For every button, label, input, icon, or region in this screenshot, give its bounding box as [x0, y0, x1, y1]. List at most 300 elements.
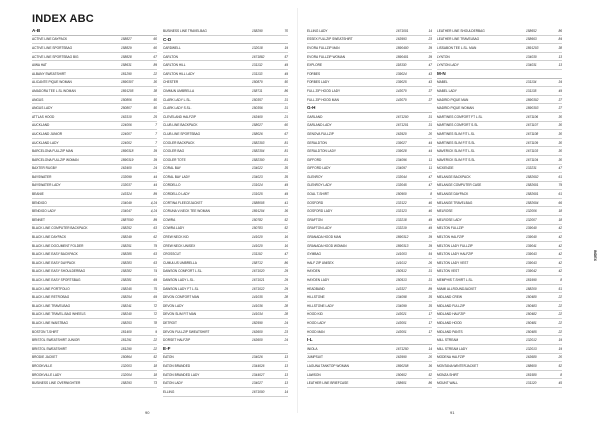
index-entry-page: 42 [558, 269, 562, 274]
index-entry-name: HOOD LADY [307, 320, 326, 325]
index-entry-code: 124002 [121, 140, 132, 145]
index-entry-page: 22 [153, 338, 157, 343]
index-entry-page: 17 [428, 320, 432, 325]
index-entry-code: 158241 [121, 303, 132, 308]
index-entry-code: 1890400 [396, 45, 409, 50]
index-entry-name: CLEVELAND HALFZIP [163, 114, 196, 119]
index-entry-code: 134099 [396, 303, 407, 308]
index-entry-page: 84 [558, 37, 562, 42]
index-entry-name: DEVON COMFORT MAN [163, 295, 200, 300]
page-number-left: 90 [145, 410, 150, 415]
index-entry [437, 156, 562, 165]
index-entry-name: BLACK LINE RETROBAG [32, 295, 70, 300]
index-entry [32, 379, 157, 388]
index-entry [32, 44, 157, 53]
index-entry [307, 70, 432, 79]
index-entry-code: 1890313 [396, 243, 409, 248]
index-entry-name: DEVON SLIM FIT MAN [163, 312, 197, 317]
index-entry-code: 1890307 [121, 80, 134, 85]
index-entry-name: GOSFORD [307, 200, 324, 205]
index-entry [307, 371, 432, 380]
index-entry-code: 250807 [121, 106, 132, 111]
index-entry-page: 21 [284, 114, 288, 119]
index-entry-code: 133219 [396, 226, 407, 231]
index-entry-page: 89 [428, 286, 432, 291]
index-entry-page: 63 [153, 260, 157, 265]
index-entry-name: MELTON VEST [437, 269, 460, 274]
index-entry-page: 18 [153, 372, 157, 377]
index-entry [32, 70, 157, 79]
index-entry-page: 13 [284, 363, 288, 368]
index-entry-code: 1671104 [526, 157, 539, 162]
index-entry-name: GYMBAG [307, 252, 321, 257]
index-entry-name: MONTANA WINTERJACKET [437, 363, 479, 368]
index-entry-page: 34 [558, 80, 562, 85]
index-entry-page: 89 [153, 217, 157, 222]
index-entry-name: CORTINA FLEECEJACKET [163, 200, 203, 205]
index-entry-code: 181291 [121, 338, 132, 343]
index-entry-code: 133122 [396, 200, 407, 205]
index-entry [437, 371, 562, 380]
index-entry-code: 139028 [396, 149, 407, 154]
index-entry-name: LEATHER LINE BRIEFCASE [307, 381, 349, 386]
index-entry-code: 139024 [396, 71, 407, 76]
index-entry-name: MOUNT WALL [437, 381, 459, 386]
index-entry-code: 143001 [396, 329, 407, 334]
index-entry-page: 39 [153, 149, 157, 154]
index-entry [163, 113, 288, 122]
index-entry-page: 50 [153, 97, 157, 102]
index-entry-name: MADRID PIQUE MAN [437, 97, 469, 102]
index-section-header: I-L [307, 336, 432, 345]
index-entry-page: 24 [284, 338, 288, 343]
index-column-4 [437, 27, 562, 388]
index-entry-code: 134030 [526, 54, 537, 59]
index-entry-name: EATON BRANDED [163, 363, 191, 368]
index-entry-name: HEADBAND [307, 286, 325, 291]
index-entry-code: 158712 [252, 260, 263, 265]
index-entry-page: 79 [153, 243, 157, 248]
index-entry-code: 1582601 [526, 192, 539, 197]
index-entry [437, 233, 562, 242]
index-entry-code: 181990 [526, 278, 537, 283]
index-entry-code: 1671109 [526, 140, 539, 145]
index-entry-code: 1582601 [526, 183, 539, 188]
index-entry-page: 69 [153, 278, 157, 283]
index-entry-page: 50 [284, 80, 288, 85]
index-entry-name: MELTON LADY VEST [437, 260, 469, 265]
index-entry-page: 42 [558, 252, 562, 257]
index-entry-name: HALF ZIP UNISEX [307, 260, 334, 265]
index-entry-code: 1890208 [396, 363, 409, 368]
index-entry-name: FULL ZIP HOOD LADY [307, 88, 341, 93]
index-entry-page: 47 [428, 174, 432, 179]
index-entry-page: 8 [430, 192, 432, 197]
index-entry-name: BAYSWATER LADY [32, 183, 61, 188]
index-entry-page: 44 [428, 140, 432, 145]
index-entry-page: 35 [428, 295, 432, 300]
index-column-3 [307, 27, 432, 388]
index-entry-name: BLACK LINE TRAVEL-BAG WHEELS [32, 312, 86, 317]
index-section-header: G-H [307, 104, 432, 113]
index-entry-name: MELANGE COMPUTER CASE [437, 183, 482, 188]
index-entry-name: DEVON LADY [163, 303, 184, 308]
index-entry-code: 158652 [526, 28, 537, 33]
index-entry-code: 143001 [396, 320, 407, 325]
index-entry-page: 22 [153, 346, 157, 351]
index-entry-page: 49 [428, 226, 432, 231]
index-entry [163, 190, 288, 199]
index-entry [307, 362, 432, 371]
index-entry-code: 1671201 [396, 123, 409, 128]
index-entry-name: CLARK LADY S.SL. [163, 106, 192, 111]
index-entry-page: 29 [284, 286, 288, 291]
index-entry [32, 139, 157, 148]
index-entry-code: 1582303 [252, 140, 265, 145]
index-entry-name: BROOKVILLE LADY [32, 372, 62, 377]
index-entry-name: BLACK LINE DAYPACK [32, 235, 67, 240]
index-entry-name: BLACK LINE WAISTBAG [32, 320, 69, 325]
index-entry [307, 113, 432, 122]
index-entry-name: FORBES LADY [307, 80, 330, 85]
index-entry-code: 143327 [396, 286, 407, 291]
index-entry-code: 1890303 [526, 106, 539, 111]
index-entry-code: 131134 [526, 80, 537, 85]
index-entry-code: 133099 [121, 174, 132, 179]
index-entry-code: 158253 [121, 320, 132, 325]
index-entry [163, 199, 288, 208]
index-entry-page: 14 [284, 389, 288, 394]
index-entry-code: 158827 [121, 37, 132, 42]
index-entry-name: CORDELLO [163, 183, 181, 188]
index-entry-page: 28 [284, 312, 288, 317]
index-entry-code: 139041 [526, 243, 537, 248]
index-entry-page: 19 [558, 346, 562, 351]
index-entry [163, 147, 288, 156]
index-entry [307, 345, 432, 354]
index-column-2 [163, 27, 288, 397]
index-entry-name: BUSINESS LINE OVERNIGHTER [32, 381, 81, 386]
index-entry [163, 250, 288, 259]
index-entry [437, 259, 562, 268]
index-entry-code: 1890401 [396, 54, 409, 59]
index-entry-page: 57 [284, 54, 288, 59]
index-entry-page: 52 [428, 372, 432, 377]
index-entry-name: HILLSTONE [307, 295, 325, 300]
index-entry [437, 242, 562, 251]
index-entry [163, 354, 288, 363]
index-entry [307, 79, 432, 88]
index-entry-code: 134047 [121, 209, 132, 214]
index-entry-code: 133231 [526, 166, 537, 171]
index-entry [437, 362, 562, 371]
index-entry-page: 38 [558, 45, 562, 50]
index-entry [307, 233, 432, 242]
index-entry-name: BLACK LINE EASY SHOULDERBAG [32, 269, 86, 274]
index-entry-code: 158663 [526, 37, 537, 42]
index-entry-page: 52 [284, 217, 288, 222]
index-entry-name: LEATHER LINE TRAVELBAG [437, 37, 480, 42]
index-entry-code: 163400 [252, 114, 263, 119]
index-entry-name: COOLER BAG [163, 149, 185, 154]
index-entry-name: COOLER TOTE [163, 157, 186, 162]
index-entry-code: 143324 [121, 192, 132, 197]
index-entry-code: 158240 [121, 312, 132, 317]
index-entry-name: BLACK LINE DOCUMENT FOLDER [32, 243, 84, 248]
index-entry-code: 182590 [252, 320, 263, 325]
index-entry-name: MARTINES COMFORT FT L.SL [437, 114, 483, 119]
index-entry-page: 14 [428, 28, 432, 33]
index-entry-name: JUMPSUIT [307, 355, 323, 360]
index-entry-code: 133045 [396, 183, 407, 188]
index-entry-page: 18 [558, 209, 562, 214]
index-entry-page: 22 [558, 329, 562, 334]
index-entry-code: 1671022 [252, 286, 265, 291]
index-entry-name: BEANIE [32, 192, 44, 197]
index-entry-name: FORBES [307, 71, 321, 76]
index-entry-code: 1582604 [526, 200, 539, 205]
index-entry [437, 182, 562, 191]
index-entry-page: 63 [153, 252, 157, 257]
index-entry-page: 51 [558, 286, 562, 291]
index-entry-code: 139040 [526, 235, 537, 240]
index-entry-page: 31 [284, 97, 288, 102]
index-entry-name: HOOD MAN [307, 329, 325, 334]
index-entry-name: BRODIE JACKET [32, 355, 58, 360]
index-entry-page: 47 [428, 183, 432, 188]
index-entry-page: 89 [153, 192, 157, 197]
index-entry-code: 1671108 [526, 131, 539, 136]
index-entry-code: 139043 [526, 260, 537, 265]
index-entry-page: 19 [284, 45, 288, 50]
index-entry-code: 158290 [252, 28, 263, 33]
index-entry-page: 22 [558, 295, 562, 300]
index-entry-code: 139042 [526, 269, 537, 274]
index-section-header: E-F [163, 345, 288, 354]
index-entry-page: 13 [284, 355, 288, 360]
index-entry-page: 31 [428, 269, 432, 274]
index-entry-code: 150482 [526, 312, 537, 317]
index-entry-name: CUMULUS UMBRELLA [163, 260, 197, 265]
index-entry-page: 72 [153, 312, 157, 317]
index-section-header: M-N [437, 70, 562, 79]
index-entry-page: 60 [284, 123, 288, 128]
index-entry-name: COWRA LADY [163, 226, 185, 231]
index-entry-name: MELROSE LADY [437, 217, 462, 222]
index-entry [437, 79, 562, 88]
index-entry-code: 163920 [396, 131, 407, 136]
index-entry-code: 158026 [252, 131, 263, 136]
index-entry-page: 37 [428, 88, 432, 93]
index-entry-name: CIMMUN UMBRELLA [163, 88, 195, 93]
index-entry-name: BLACK LINE PORTFOLIO [32, 286, 70, 291]
index-entry-name: CROSSCUT [163, 252, 181, 257]
index-entry [163, 225, 288, 234]
index-entry-page: 86 [558, 28, 562, 33]
index-entry-code: 132006 [526, 209, 537, 214]
index-entry-name: AUCKLAND JUNIOR [32, 131, 63, 136]
index-entry [437, 165, 562, 174]
index-entry-page: 7 [155, 131, 157, 136]
index-entry [163, 182, 288, 191]
index-entry-page: 13 [558, 63, 562, 68]
index-entry [163, 165, 288, 174]
index-entry [307, 36, 432, 45]
index-entry-code: 181580 [526, 372, 537, 377]
index-entry-name: ATTLAS HOOD [32, 114, 55, 119]
index-entry-code: 132007 [526, 217, 537, 222]
index-entry [307, 122, 432, 131]
index-entry [163, 104, 288, 113]
index-entry [437, 336, 562, 345]
index-entry-name: MIDLAND HOOD [437, 320, 462, 325]
index-entry [32, 311, 157, 320]
index-entry-name: BAXTER RUGBY [32, 166, 57, 171]
index-section-header: A-B [32, 27, 157, 36]
index-entry-name: EVORA FULLZIP MAN [307, 45, 340, 50]
index-entry-name: GRANADA HOOD MAN [307, 235, 342, 240]
index-entry-code: 139025 [396, 80, 407, 85]
index-entry [437, 139, 562, 148]
index-entry-page: 31 [428, 114, 432, 119]
index-entry [32, 182, 157, 191]
index-entry-name: BLACK LINE EASY DAYPACK [32, 260, 76, 265]
index-entry [163, 276, 288, 285]
index-entry-code: 181290 [121, 346, 132, 351]
index-entry-page: 35 [284, 174, 288, 179]
index-entry-page: 61 [558, 174, 562, 179]
index-entry [163, 70, 288, 79]
index-entry-page: 23 [284, 329, 288, 334]
index-entry [163, 173, 288, 182]
index-entry [163, 96, 288, 105]
index-entry [163, 44, 288, 53]
index-entry [32, 216, 157, 225]
index-entry-name: CORUNA V-NECK TEE WOMAN [163, 209, 210, 214]
index-entry-code: 134022 [252, 166, 263, 171]
index-entry [307, 173, 432, 182]
index-entry-code: 131133 [252, 71, 263, 76]
index-entry-page: 67 [153, 54, 157, 59]
index-entry [437, 285, 562, 294]
index-entry-name: GRAFTON LADY [307, 226, 332, 231]
index-entry-name: ESSEX FULLZIP SWEATSHIRT [307, 37, 353, 42]
index-entry-name: CARLTON HILL LADY [163, 71, 195, 76]
index-entry-code: 1344026 [252, 363, 265, 368]
index-entry [32, 302, 157, 311]
index-entry-code: 1671103 [526, 149, 539, 154]
index-entry-name: ALBANY SWEATSHIRT [32, 71, 67, 76]
index-entry [307, 44, 432, 53]
index-entry [307, 139, 432, 148]
index-entry [307, 379, 432, 388]
index-entry-code: 150356 [252, 106, 263, 111]
index-entry-page: 30 [558, 149, 562, 154]
index-entry-name: MARTINES SLIM FIT S.SL [437, 140, 476, 145]
index-entry-name: BUSINESS LINE TRAVELBAG [163, 28, 207, 33]
index-entry-code: 1671001 [396, 28, 409, 33]
index-entry [437, 113, 562, 122]
index-entry-page: 49 [284, 63, 288, 68]
index-entry-name: HOOD KID [307, 312, 323, 317]
index-entry-page: 36 [428, 363, 432, 368]
index-entry-page: 11 [428, 166, 432, 171]
index-entry-code: 139040 [526, 226, 537, 231]
index-entry-name: LAWSON [307, 372, 321, 377]
index-entry [32, 293, 157, 302]
index-entry-page: 39 [428, 243, 432, 248]
index-entry-page: 22 [558, 312, 562, 317]
index-entry-name: GLENROY [307, 174, 323, 179]
index-entry-name: MELANGE DAYPACK [437, 192, 469, 197]
index-entry-page: 46 [428, 209, 432, 214]
index-entry [437, 199, 562, 208]
index-entry [32, 268, 157, 277]
index-entry-name: CORAL BAY [163, 166, 181, 171]
index-entry-code: 133123 [396, 209, 407, 214]
index-entry-page: 52 [284, 226, 288, 231]
index-entry-page: 13 [284, 372, 288, 377]
index-entry-code: 158249 [121, 235, 132, 240]
index-entry-name: CARLTON HILL [163, 63, 186, 68]
index-entry [32, 276, 157, 285]
index-entry [163, 311, 288, 320]
index-entry-code: 141036 [252, 303, 263, 308]
index-entry-page: 86 [428, 381, 432, 386]
index-entry-name: EATON [163, 355, 174, 360]
index-entry-name: CLUB LINE SPORTSBAG [163, 131, 201, 136]
index-entry-page: 66 [558, 200, 562, 205]
index-entry-name: LYNTON LADY [437, 63, 459, 68]
index-entry-page: 4,24 [150, 209, 157, 214]
index-entry-code: 134097 [396, 166, 407, 171]
index-entry [163, 207, 288, 216]
index-entry-code: 163310 [121, 114, 132, 119]
index-entry-code: 150864 [121, 355, 132, 360]
index-entry-code: 150900 [396, 192, 407, 197]
index-entry [307, 293, 432, 302]
index-entry-code: 158251 [121, 243, 132, 248]
index-entry [163, 379, 288, 388]
index-entry [32, 96, 157, 105]
index-entry-code: 158245 [121, 286, 132, 291]
index-entry [437, 354, 562, 363]
index-entry-name: MELTON LADY FULLZIP [437, 243, 473, 248]
side-tab-label: INDEX [593, 250, 597, 261]
index-entry [163, 362, 288, 371]
index-entry [163, 371, 288, 380]
index-entry-name: MABEL LADY [437, 88, 457, 93]
index-entry-name: CORDELLO LADY [163, 192, 190, 197]
index-entry [163, 122, 288, 131]
index-entry-page: 86 [284, 260, 288, 265]
index-entry-code: 181290 [121, 71, 132, 76]
index-entry [437, 53, 562, 62]
index-entry-page: 29 [284, 269, 288, 274]
index-entry-code: 1582304 [252, 149, 265, 154]
index-entry-code: 132012 [526, 338, 537, 343]
index-entry-code: 150782 [252, 217, 263, 222]
index-entry-page: 18 [153, 363, 157, 368]
index-entry-name: MIAMI ALLROUNDJACKET [437, 286, 477, 291]
index-entry [437, 207, 562, 216]
index-entry-page: 4,24 [150, 200, 157, 205]
index-entry-code: 141034 [252, 312, 263, 317]
index-entry [307, 311, 432, 320]
index-entry-page: 49 [558, 88, 562, 93]
index-entry-page: 13 [284, 381, 288, 386]
index-entry-code: 158027 [252, 123, 263, 128]
